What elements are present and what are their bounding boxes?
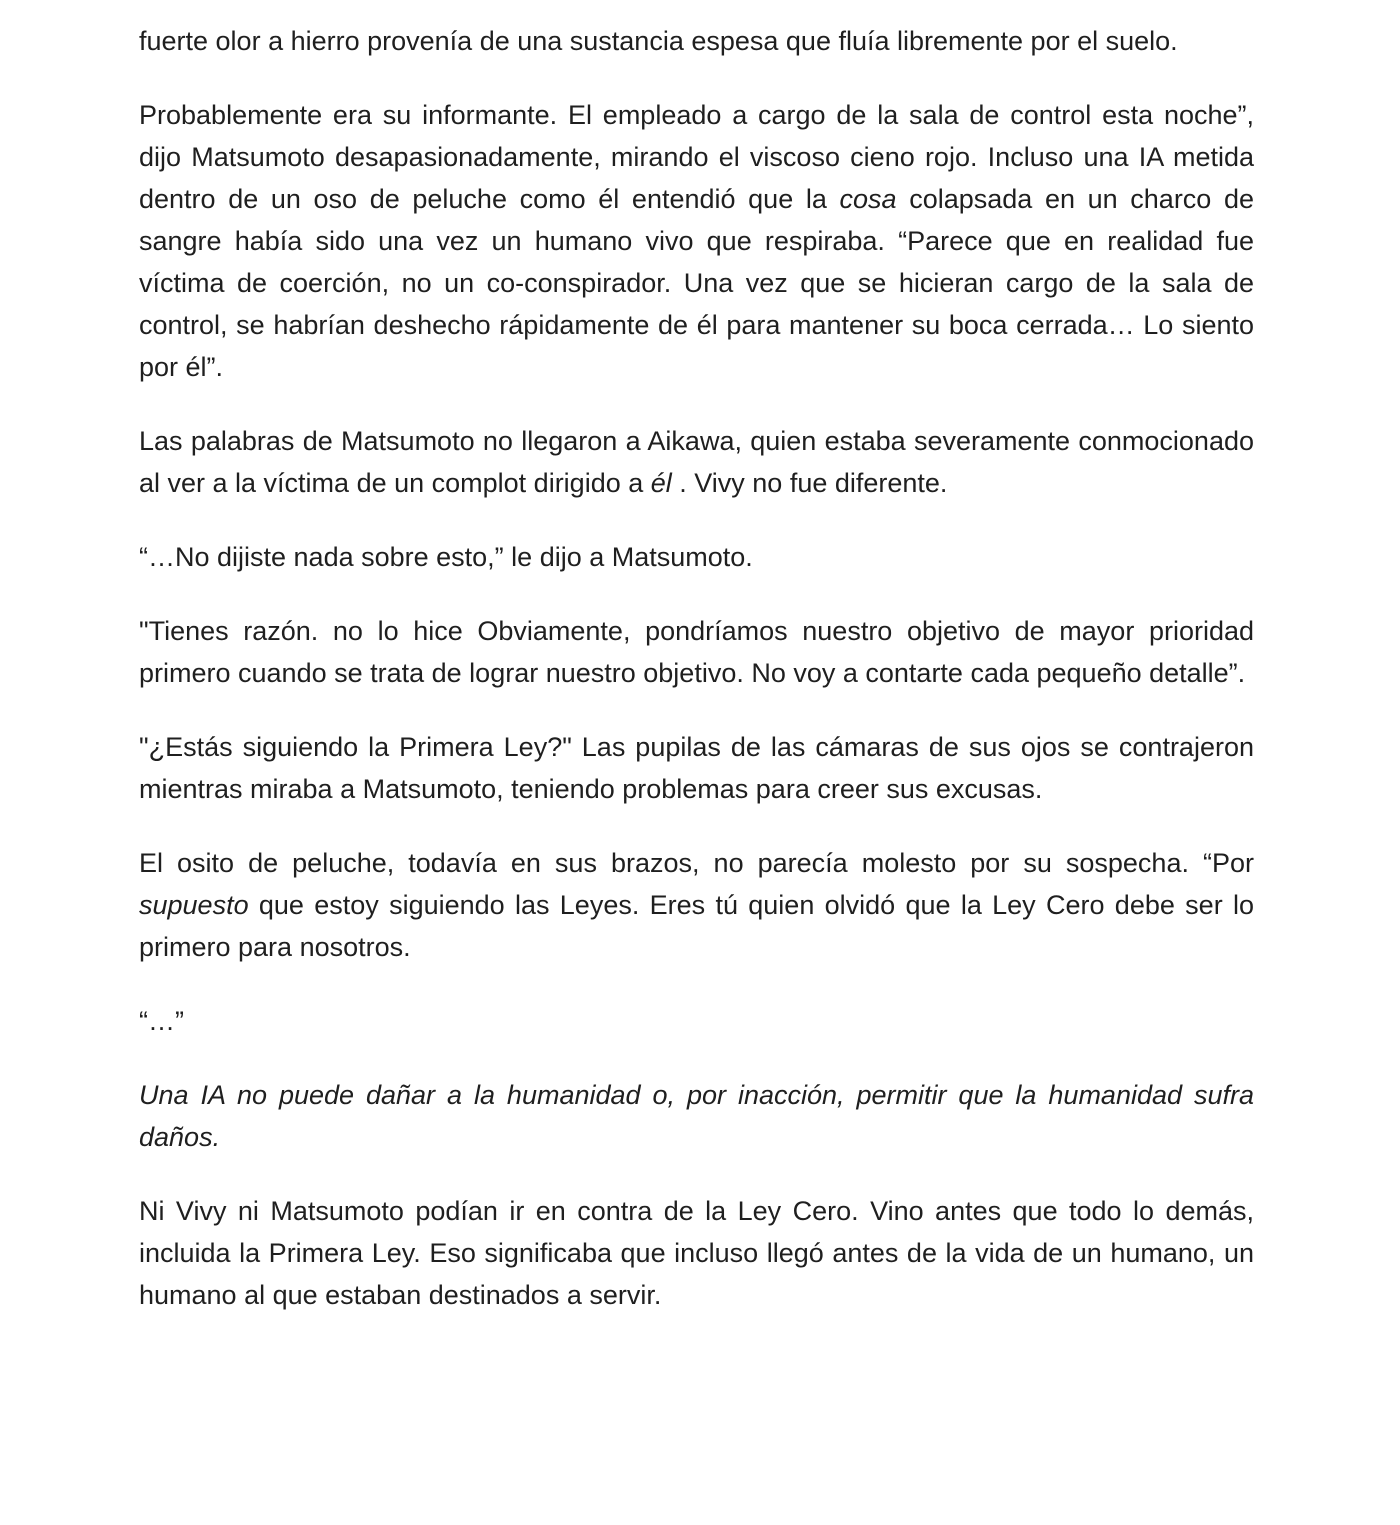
paragraph-2 — [139, 94, 1254, 388]
paragraph-7-text-a: El osito de peluche, todavía en sus brazos, no parecía molesto por su sospecha. “Por — [139, 848, 1254, 878]
paragraph-9-law: Una IA no puede dañar a la humanidad o, por inacción, permitir que la humanidad sufra daños. — [139, 1080, 1254, 1152]
paragraph-7 — [139, 842, 1254, 968]
paragraph-7-emphasis: supuesto — [139, 890, 249, 920]
paragraph-3-text-b: . Vivy no fue diferente. — [671, 468, 948, 498]
paragraph-1: fuerte olor a hierro provenía de una sustancia espesa que fluía libremente por el suelo. — [139, 26, 1178, 56]
document-page — [139, 20, 1254, 1316]
paragraph-10: Ni Vivy ni Matsumoto podían ir en contra de la Ley Cero. Vino antes que todo lo demás, incluida la Primera Ley. Eso significaba que incluso llegó antes de la vida de un humano, un humano al que estaban destinados a servir. — [139, 1196, 1254, 1310]
paragraph-2-text-a: Probablemente era su informante. El empleado a cargo de la sala de control esta noche”, dijo Matsumoto desapasionadamente, mirando el viscoso cieno rojo. Incluso una IA metida dentro de un oso de peluche como él entendió que la — [139, 100, 1254, 214]
paragraph-2-text-b: colapsada en un charco de sangre había sido una vez un humano vivo que respiraba. “Parece que en realidad fue víctima de coerción, no un co-conspirador. Una vez que se hicieran cargo de la sala de control, se habrían deshecho rápidamente de él para mantener su boca cerrada… Lo siento por él”. — [139, 184, 1254, 382]
paragraph-4: “…No dijiste nada sobre esto,” le dijo a Matsumoto. — [139, 542, 753, 572]
paragraph-6: "¿Estás siguiendo la Primera Ley?" Las pupilas de las cámaras de sus ojos se contrajeron mientras miraba a Matsumoto, teniendo problemas para creer sus excusas. — [139, 732, 1254, 804]
paragraph-3-emphasis: él — [650, 468, 672, 498]
paragraph-3-text-a: Las palabras de Matsumoto no llegaron a Aikawa, quien estaba severamente conmocionado al ver a la víctima de un complot dirigido a — [139, 426, 1254, 498]
paragraph-2-emphasis: cosa — [839, 184, 897, 214]
paragraph-7-text-b: que estoy siguiendo las Leyes. Eres tú quien olvidó que la Ley Cero debe ser lo primero para nosotros. — [139, 890, 1254, 962]
paragraph-3 — [139, 420, 1254, 504]
paragraph-5: "Tienes razón. no lo hice Obviamente, pondríamos nuestro objetivo de mayor prioridad primero cuando se trata de lograr nuestro objetivo. No voy a contarte cada pequeño detalle”. — [139, 616, 1254, 688]
paragraph-8: “…” — [139, 1006, 184, 1036]
